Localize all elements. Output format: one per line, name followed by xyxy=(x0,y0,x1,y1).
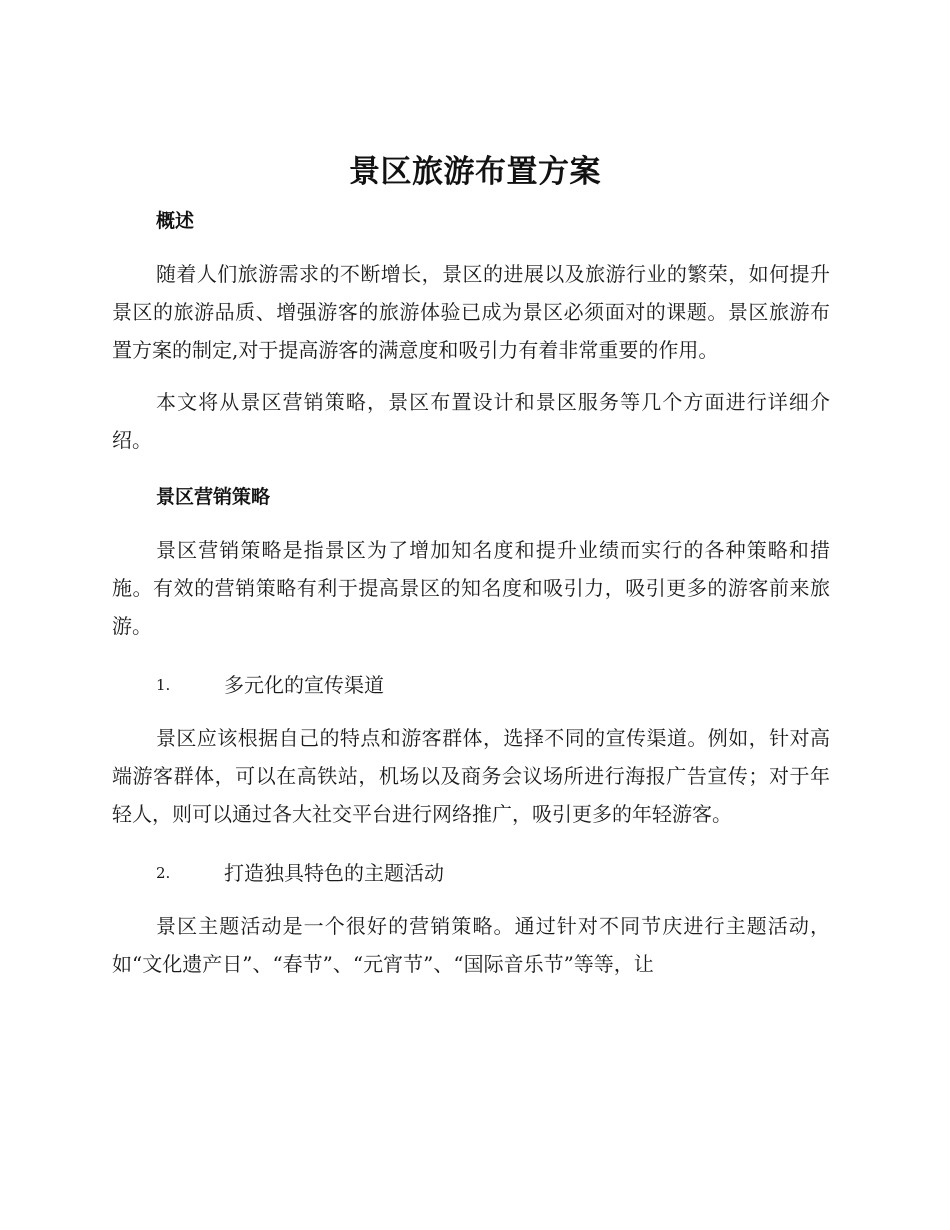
list-number: 2. xyxy=(156,864,171,882)
paragraph-item-1: 景区应该根据自己的特点和游客群体，选择不同的宣传渠道。例如，针对高端游客群体，可以在高铁站，机场以及商务会议场所进行海报广告宣传；对于年轻人，则可以通过各大社交平台进行网络推广，吸引更多的年轻游客。 xyxy=(112,726,830,826)
section-heading-overview: 概述 xyxy=(156,210,195,232)
list-item-1 xyxy=(112,667,830,703)
paragraph-item-2: 景区主题活动是一个很好的营销策略。通过针对不同节庆进行主题活动，如“文化遗产日”、“春节”、“元宵节”、“国际音乐节”等等，让 xyxy=(112,914,830,976)
list-item-text: 多元化的宣传渠道 xyxy=(224,673,384,697)
paragraph-overview-1: 随着人们旅游需求的不断增长，景区的进展以及旅游行业的繁荣，如何提升景区的旅游品质、增强游客的旅游体验已成为景区必须面对的课题。景区旅游布置方案的制定,对于提高游客的满意度和吸引力有着非常重要的作用。 xyxy=(112,262,830,362)
list-item-text: 打造独具特色的主题活动 xyxy=(224,861,444,885)
list-item-2 xyxy=(112,855,830,891)
section-heading-marketing: 景区营销策略 xyxy=(156,486,271,508)
paragraph-overview-2: 本文将从景区营销策略，景区布置设计和景区服务等几个方面进行详细介绍。 xyxy=(112,390,830,452)
list-number: 1. xyxy=(156,676,171,694)
paragraph-marketing-1: 景区营销策略是指景区为了增加知名度和提升业绩而实行的各种策略和措施。有效的营销策略有利于提高景区的知名度和吸引力，吸引更多的游客前来旅游。 xyxy=(112,538,830,638)
document-body xyxy=(112,205,830,997)
document-title: 景区旅游布置方案 xyxy=(349,154,601,190)
